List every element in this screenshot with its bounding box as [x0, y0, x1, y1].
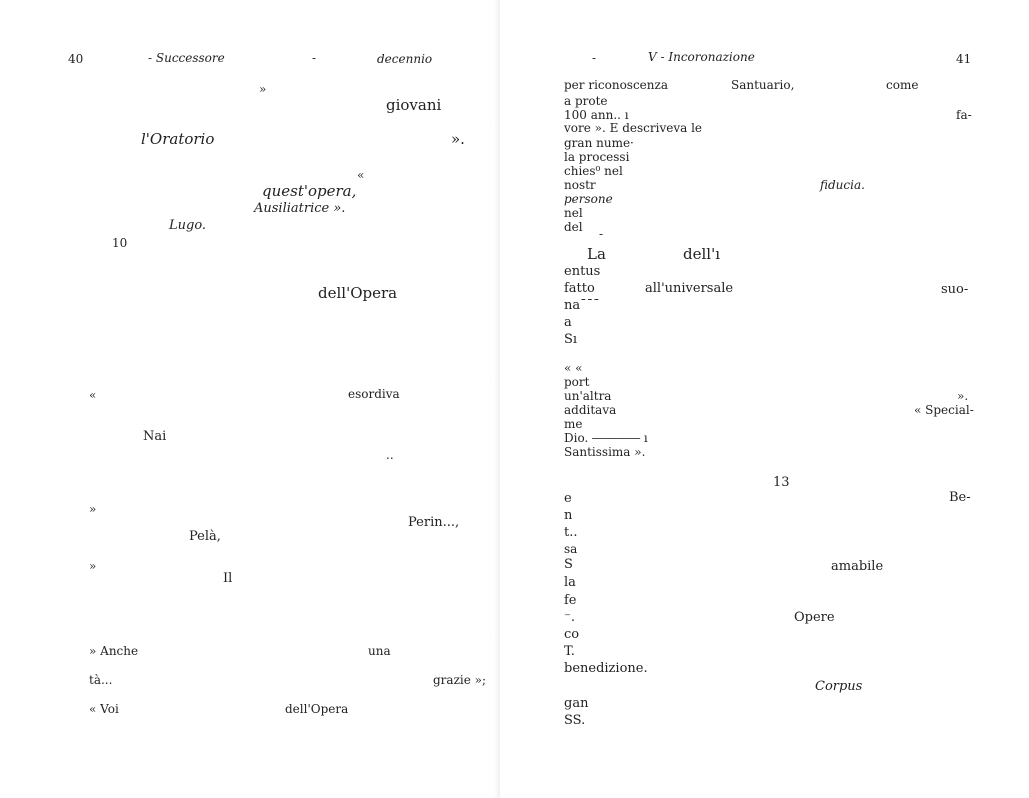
text-line: all'universale: [645, 281, 734, 296]
running-head-prefix: -: [592, 51, 597, 65]
text-line: Opere: [794, 610, 835, 625]
text-line: 100 ann.. ı: [564, 108, 629, 122]
text-line: Santissima ».: [564, 445, 646, 459]
text-line: entus: [564, 264, 601, 279]
text-line: »: [89, 559, 97, 573]
text-line: chies⁰ nel: [564, 164, 623, 178]
text-line: S: [564, 557, 573, 572]
text-line: quest'opera,: [262, 182, 357, 200]
text-line: « «: [564, 361, 583, 375]
text-line: un'altra: [564, 389, 612, 403]
text-line: n: [564, 508, 573, 523]
text-line: fatto: [564, 281, 595, 296]
text-line: del: [564, 220, 583, 234]
text-line: nostr: [564, 178, 596, 192]
text-line: Sı: [564, 332, 578, 347]
text-line: T.: [564, 644, 575, 659]
text-line: benedizione.: [564, 661, 648, 676]
running-head-dash: -: [312, 51, 317, 65]
text-line: t..: [564, 525, 578, 540]
text-line: « Voi: [89, 702, 119, 716]
right-page: [500, 0, 1029, 798]
text-line: la processi: [564, 150, 630, 164]
running-head-left: - Successore: [148, 51, 225, 65]
page-number-right: 41: [956, 52, 972, 66]
text-line: -: [599, 227, 604, 241]
text-line: suo-: [941, 282, 969, 297]
left-page: [0, 0, 500, 798]
text-line: tà...: [89, 673, 113, 687]
text-line: Ausiliatrice ».: [254, 201, 346, 216]
text-line: La: [587, 245, 606, 263]
text-line: Dio. ―――― ı: [564, 431, 648, 445]
text-line: ».: [451, 130, 465, 148]
text-line: ».: [957, 389, 969, 403]
text-line: dell'ı: [683, 245, 720, 263]
text-line: me: [564, 417, 583, 431]
text-line: una: [368, 644, 391, 658]
text-line: gran nume·: [564, 136, 634, 150]
page-number-left: 40: [68, 52, 84, 66]
text-line: gan: [564, 696, 589, 711]
text-line: esordiva: [348, 387, 400, 401]
text-line: Il: [223, 571, 233, 586]
text-line: Santuario,: [731, 78, 795, 92]
text-line: fe: [564, 593, 577, 608]
text-line: la: [564, 575, 576, 590]
text-line: «: [357, 168, 365, 182]
text-line: «: [89, 388, 97, 402]
running-head-right-page: V - Incoronazione: [648, 50, 755, 64]
text-line: vore ». E descriveva le: [564, 121, 703, 135]
text-line: ..: [386, 448, 394, 462]
text-line: giovani: [386, 96, 442, 114]
text-line: SS.: [564, 713, 586, 728]
text-line: « Special-: [914, 403, 974, 417]
text-line: persone: [564, 192, 613, 206]
text-line: fa-: [956, 108, 972, 122]
running-head-right: decennio: [377, 52, 433, 66]
text-line: dell'Opera: [285, 702, 349, 716]
text-line: additava: [564, 403, 617, 417]
text-line: » Anche: [89, 644, 139, 658]
text-line: na¯¯¯: [564, 298, 600, 313]
text-line: »: [89, 502, 97, 516]
text-line: per riconoscenza: [564, 78, 668, 92]
text-line: dell'Opera: [318, 284, 398, 302]
text-line: Perin...,: [408, 515, 460, 530]
text-line: a: [564, 315, 572, 330]
text-line: Corpus: [815, 679, 863, 694]
text-line: 13: [773, 475, 790, 490]
text-line: 10: [112, 236, 128, 250]
text-line: nel: [564, 206, 583, 220]
text-line: »: [259, 82, 267, 96]
text-line: amabile: [831, 559, 884, 574]
text-line: l'Oratorio: [141, 130, 215, 148]
text-line: Be-: [949, 490, 971, 505]
text-line: Lugo.: [169, 218, 207, 233]
text-line: ⁻.: [564, 610, 575, 625]
text-line: co: [564, 627, 580, 642]
text-line: Pelà,: [189, 529, 221, 544]
text-line: e: [564, 491, 572, 506]
text-line: port: [564, 375, 590, 389]
text-line: fiducia.: [820, 178, 865, 192]
text-line: a prote: [564, 94, 608, 108]
text-line: grazie »;: [433, 673, 487, 687]
text-line: sa: [564, 542, 578, 556]
text-line: Nai: [143, 429, 167, 444]
text-line: come: [886, 78, 919, 92]
